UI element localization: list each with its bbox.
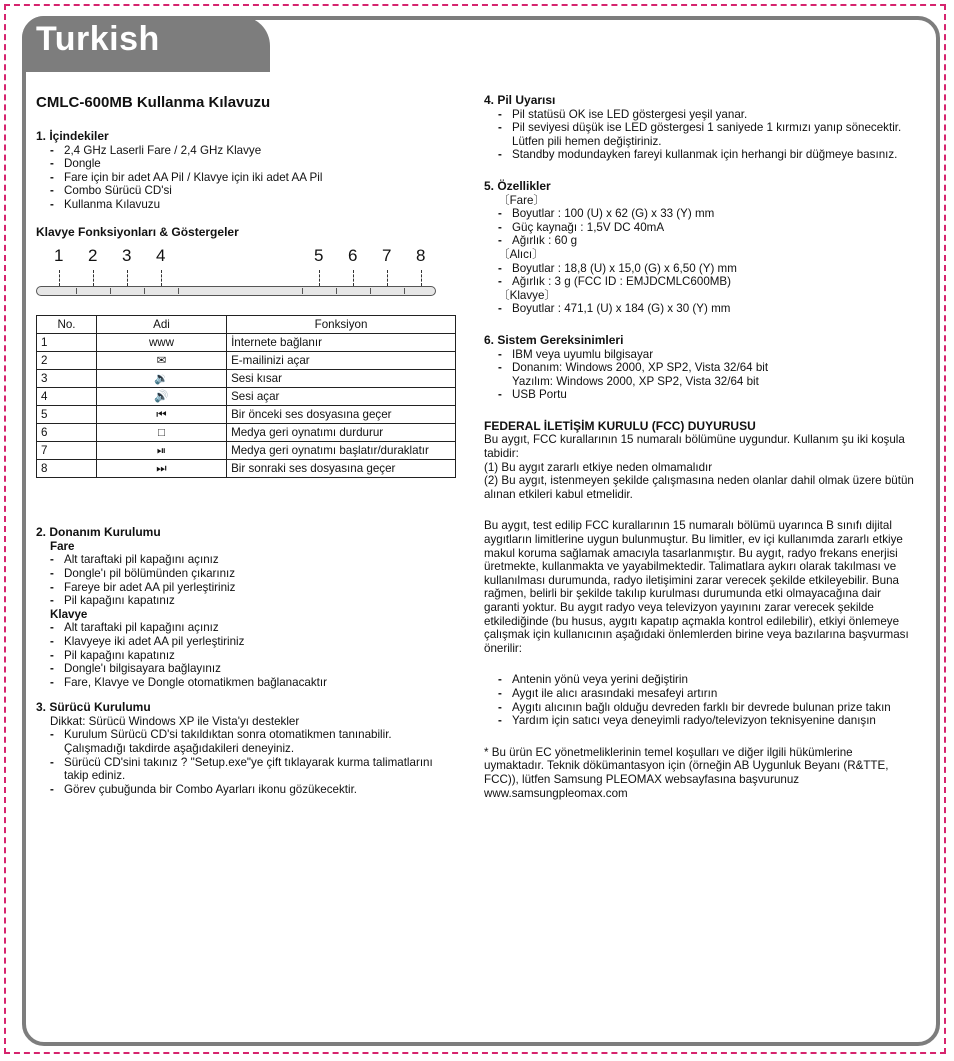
keyboard-hotkey-strip	[36, 286, 436, 296]
mouse-setup-list	[36, 553, 456, 607]
key-number: 3	[122, 246, 132, 266]
list-item: - Boyutlar : 100 (U) x 62 (G) x 33 (Y) mm	[498, 207, 914, 221]
list-item: - Yardım için satıcı veya deneyimli radyo/televizyon teknisyenine danışın	[498, 714, 914, 728]
list-item: - Fare için bir adet AA Pil / Klavye için iki adet AA Pil	[50, 171, 456, 185]
column-header: Fonksiyon	[227, 316, 456, 334]
document-title: CMLC-600MB Kullanma Kılavuzu	[36, 94, 271, 111]
hardware-heading: 2. Donanım Kurulumu	[36, 525, 161, 540]
list-item: - Sürücü CD'sini takınız ? "Setup.exe"ye çift tıklayarak kurma talimatlarını takip ediniz.	[50, 756, 456, 783]
list-item: - Antenin yönü veya yerini değiştirin	[498, 673, 914, 687]
mouse-spec-label: 〔Fare〕	[498, 193, 546, 207]
list-item: - Güç kaynağı : 1,5V DC 40mA	[498, 221, 914, 235]
key-divider	[370, 288, 371, 294]
key-number: 7	[382, 246, 392, 266]
row-function: Bir sonraki ses dosyasına geçer	[227, 460, 456, 478]
list-item: - Alt taraftaki pil kapağını açınız	[50, 621, 456, 635]
ec-compliance-note: * Bu ürün EC yönetmeliklerinin temel koşulları ve diğer ilgili hükümlerine uymaktadır. Teknik dökümantasyon için (örneğin AB Uygunluk Beyanı (R&TTE, FCC)), lütfen Samsung PLEOMAX websayfasına başvurunuz www.samsungpleomax.com	[484, 745, 889, 800]
key-number: 8	[416, 246, 426, 266]
list-item: - Standby modundayken fareyi kullanmak için herhangi bir düğmeye basınız.	[498, 148, 914, 162]
leader-line	[93, 270, 94, 286]
list-item: - Kullanma Kılavuzu	[50, 198, 456, 212]
key-number: 5	[314, 246, 324, 266]
key-number: 2	[88, 246, 98, 266]
mail-icon: ✉	[96, 352, 226, 370]
list-item: - Pil kapağını kapatınız	[50, 649, 456, 663]
row-number: 3	[37, 370, 97, 388]
row-function: Sesi açar	[227, 388, 456, 406]
row-number: 8	[37, 460, 97, 478]
list-item: - IBM veya uyumlu bilgisayar	[498, 348, 914, 362]
language-tab-title: Turkish	[36, 20, 160, 58]
driver-steps-list	[36, 728, 456, 796]
list-item	[498, 361, 914, 388]
keyboard-hotkey-diagram	[36, 246, 436, 305]
table-header-row	[37, 316, 456, 334]
table-row	[37, 460, 456, 478]
leader-line	[127, 270, 128, 286]
keyboard-spec-label: 〔Klavye〕	[498, 288, 556, 302]
requirements-list	[484, 348, 914, 402]
www-icon: www	[96, 334, 226, 352]
list-item: - Pil statüsü OK ise LED göstergesi yeşil yanar.	[498, 108, 914, 122]
key-divider	[302, 288, 303, 294]
row-function: Medya geri oynatımı başlatır/duraklatır	[227, 442, 456, 460]
list-item: - Kurulum Sürücü CD'si takıldıktan sonra otomatikmen tanınabilir. Çalışmadığı takdirde aşağıdakileri deneyiniz.	[50, 728, 456, 755]
leader-line	[161, 270, 162, 286]
table-row	[37, 370, 456, 388]
list-item: - Combo Sürücü CD'si	[50, 184, 456, 198]
key-number: 4	[156, 246, 166, 266]
hardware-requirement: Donanım: Windows 2000, XP SP2, Vista 32/64 bit	[512, 361, 769, 375]
list-item: - Boyutlar : 471,1 (U) x 184 (G) x 30 (Y) mm	[498, 302, 914, 316]
list-item: - Dongle'ı pil bölümünden çıkarınız	[50, 567, 456, 581]
volume-down-icon: 🔉	[96, 370, 226, 388]
list-item: - Dongle'ı bilgisayara bağlayınız	[50, 662, 456, 676]
table-row	[37, 334, 456, 352]
receiver-spec-label: 〔Alıcı〕	[498, 247, 544, 261]
table-row	[37, 388, 456, 406]
row-function: Sesi kısar	[227, 370, 456, 388]
driver-note: Dikkat: Sürücü Windows XP ile Vista'yı destekler	[50, 714, 300, 728]
leader-line	[353, 270, 354, 286]
list-item: - Aygıtı alıcının bağlı olduğu devreden farklı bir devrede bulunan prize takın	[498, 701, 914, 715]
fcc-heading: FEDERAL İLETİŞİM KURULU (FCC) DUYURUSU	[484, 418, 756, 433]
battery-heading: 4. Pil Uyarısı	[484, 93, 556, 107]
leader-line	[387, 270, 388, 286]
play-pause-icon: ⏯	[96, 442, 226, 460]
key-divider	[110, 288, 111, 294]
leader-line	[59, 270, 60, 286]
contents-heading: 1. İçindekiler	[36, 129, 109, 143]
table-row	[37, 442, 456, 460]
list-item: - Alt taraftaki pil kapağını açınız	[50, 553, 456, 567]
list-item: - Boyutlar : 18,8 (U) x 15,0 (G) x 6,50 (Y) mm	[498, 262, 914, 276]
contents-list	[36, 144, 456, 212]
table-row	[37, 424, 456, 442]
row-number: 1	[37, 334, 97, 352]
leader-line	[319, 270, 320, 286]
volume-up-icon: 🔊	[96, 388, 226, 406]
row-function: Bir önceki ses dosyasına geçer	[227, 406, 456, 424]
column-header: No.	[37, 316, 97, 334]
left-column	[36, 94, 456, 796]
key-number: 6	[348, 246, 358, 266]
list-item: - Fareye bir adet AA pil yerleştiriniz	[50, 581, 456, 595]
keyboard-subheading: Klavye	[50, 607, 88, 621]
list-item: - Ağırlık : 60 g	[498, 234, 914, 248]
list-item: - 2,4 GHz Laserli Fare / 2,4 GHz Klavye	[50, 144, 456, 158]
fcc-paragraph: Bu aygıt, FCC kurallarının 15 numaralı bölümüne uygundur. Kullanım şu iki koşula tabidir:	[484, 433, 905, 461]
table-row	[37, 352, 456, 370]
software-requirement: Yazılım: Windows 2000, XP SP2, Vista 32/64 bit	[512, 374, 759, 388]
keyboard-setup-list	[36, 621, 456, 689]
stop-icon: □	[96, 424, 226, 442]
row-number: 2	[37, 352, 97, 370]
list-item: - Pil seviyesi düşük ise LED göstergesi 1 saniyede 1 kırmızı yanıp sönecektir. Lütfen pili hemen değiştiriniz.	[498, 121, 914, 148]
column-header: Adi	[96, 316, 226, 334]
mouse-spec-list	[484, 207, 914, 248]
receiver-spec-list	[484, 262, 914, 289]
list-item: - Ağırlık : 3 g (FCC ID : EMJDCMLC600MB)	[498, 275, 914, 289]
row-function: Medya geri oynatımı durdurur	[227, 424, 456, 442]
list-item: - USB Portu	[498, 388, 914, 402]
fcc-paragraph: Bu aygıt, test edilip FCC kurallarının 15 numaralı bölümü uyarınca B sınıfı dijital aygıtların limitlerine uygun bulunmuştur. Bu limitler, ev içi kullanımda zararlı etkiye makul koruma sağlamak amacıyla tasarlanmıştır. Bu aygıt, radyo frekans enerjisi üretmekte, kullanmakta ve yayabilmektedir. Talimatlara aykırı olarak takılması ve kullanılması durumunda, radyo iletişimini zarar verecek şekilde etkileyebilir. Buna rağmen, belirli bir şekilde takılıp kurulması durumunda etki olmayacağına dair garanti yoktur. Bu aygıt radyo veya televizyon yayınını zarar verecek şekilde etkilediğinde (bu husus, aygıtı kapatıp açmakla kontrol edilebilir), etkiyi önlemeye çalışmak için kullanıcının aşağıdaki önlemlerden birine veya bazılarına başvurması önerilir:	[484, 519, 909, 655]
row-number: 7	[37, 442, 97, 460]
row-function: E-mailinizi açar	[227, 352, 456, 370]
row-number: 6	[37, 424, 97, 442]
mouse-subheading: Fare	[50, 539, 75, 553]
key-divider	[178, 288, 179, 294]
features-heading: 5. Özellikler	[484, 178, 551, 193]
row-function: İnternete bağlanır	[227, 334, 456, 352]
driver-heading: 3. Sürücü Kurulumu	[36, 700, 151, 715]
list-item: - Dongle	[50, 157, 456, 171]
key-divider	[336, 288, 337, 294]
table-row	[37, 406, 456, 424]
keyboard-functions-table	[36, 315, 456, 478]
keyboard-functions-heading: Klavye Fonksiyonları & Göstergeler	[36, 224, 239, 239]
previous-track-icon: ⏮	[96, 406, 226, 424]
next-track-icon: ⏭	[96, 460, 226, 478]
row-number: 5	[37, 406, 97, 424]
fcc-measures-list	[484, 673, 914, 727]
list-item: - Klavyeye iki adet AA pil yerleştiriniz	[50, 635, 456, 649]
row-number: 4	[37, 388, 97, 406]
fcc-condition: (1) Bu aygıt zararlı etkiye neden olmamalıdır	[484, 460, 713, 474]
right-column	[484, 94, 914, 800]
list-item: - Pil kapağını kapatınız	[50, 594, 456, 608]
fcc-condition: (2) Bu aygıt, istenmeyen şekilde çalışmasına neden olanlar dahil olmak üzere bütün alınan etkileri kabul etmelidir.	[484, 474, 914, 501]
key-divider	[144, 288, 145, 294]
requirements-heading: 6. Sistem Gereksinimleri	[484, 332, 624, 347]
keyboard-spec-list	[484, 302, 914, 316]
list-item: - Görev çubuğunda bir Combo Ayarları ikonu gözükecektir.	[50, 783, 456, 797]
list-item: - Fare, Klavye ve Dongle otomatikmen bağlanacaktır	[50, 676, 456, 690]
list-item: - Aygıt ile alıcı arasındaki mesafeyi artırın	[498, 687, 914, 701]
key-divider	[404, 288, 405, 294]
leader-line	[421, 270, 422, 286]
battery-list	[484, 108, 914, 162]
key-number: 1	[54, 246, 64, 266]
key-divider	[76, 288, 77, 294]
